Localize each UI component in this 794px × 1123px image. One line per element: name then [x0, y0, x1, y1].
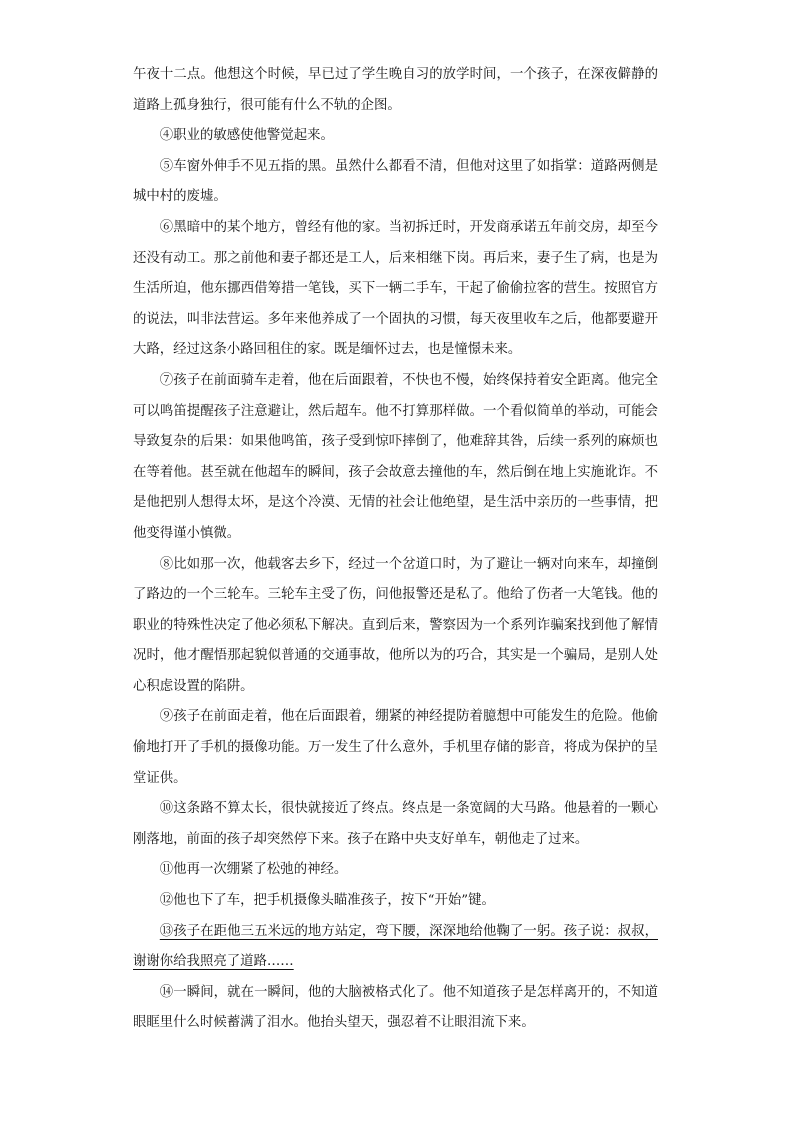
paragraph-text: ⑩这条路不算太长，很快就接近了终点。终点是一条宽阔的大马路。他悬着的一颗心刚落地，前面的孩子却突然停下来。孩子在路中央支好单车，朝他走了过来。	[133, 801, 658, 847]
paragraph-11	[133, 855, 658, 886]
paragraph-12	[133, 886, 658, 917]
paragraph-10	[133, 794, 658, 855]
paragraph-text: ⑧比如那一次，他载客去乡下，经过一个岔道口时，为了避让一辆对向来车，却撞倒了路边的一个三轮车。三轮车主受了伤，问他报警还是私了。他给了伤者一大笔钱。他的职业的特殊性决定了他必须私下解决。直到后来，警察因为一个系列诈骗案找到他了解情况时，他才醒悟那起貌似普通的交通事故，他所以为的巧合，其实是一个骗局，是别人处心积虑设置的陷阱。	[133, 556, 658, 694]
paragraph-text: ⑥黑暗中的某个地方，曾经有他的家。当初拆迁时，开发商承诺五年前交房，却至今还没有动工。那之前他和妻子都还是工人，后来相继下岗。再后来，妻子生了病，也是为生活所迫，他东挪西借筹措一笔钱，买下一辆二手车，干起了偷偷拉客的营生。按照官方的说法，叫非法营运。多年来他养成了一个固执的习惯，每天夜里收车之后，他都要避开大路，经过这条小路回租住的家。既是缅怀过去，也是憧憬未来。	[133, 219, 658, 358]
paragraph-9	[133, 702, 658, 794]
paragraph-14	[133, 978, 658, 1039]
paragraph-text: ⑨孩子在前面走着，他在后面跟着，绷紧的神经提防着臆想中可能发生的危险。他偷偷地打开了手机的摄像功能。万一发生了什么意外，手机里存储的影音，将成为保护的呈堂证供。	[133, 709, 658, 786]
paragraph-text: ④职业的敏感使他警觉起来。	[159, 128, 334, 144]
paragraph-13-underlined	[133, 917, 658, 978]
underlined-sentence: ⑬孩子在距他三五米远的地方站定，弯下腰，深深地给他鞠了一躬。孩子说：叔叔，谢谢你给我照亮了道路……	[133, 923, 658, 970]
paragraph-6	[133, 213, 658, 366]
paragraph-8	[133, 550, 658, 703]
paragraph-3-end	[133, 60, 658, 121]
paragraph-text: 午夜十二点。他想这个时候，早已过了学生晚自习的放学时间，一个孩子，在深夜僻静的道路上孤身独行，很可能有什么不轨的企图。	[133, 67, 658, 113]
paragraph-text: ⑪他再一次绷紧了松弛的神经。	[159, 862, 348, 878]
paragraph-text: ⑦孩子在前面骑车走着，他在后面跟着，不快也不慢，始终保持着安全距离。他完全可以鸣笛提醒孩子注意避让，然后超车。他不打算那样做。一个看似简单的举动，可能会导致复杂的后果：如果他鸣笛，孩子受到惊吓摔倒了，他难辞其咎，后续一系列的麻烦也在等着他。甚至就在他超车的瞬间，孩子会故意去撞他的车，然后倒在地上实施讹诈。不是他把别人想得太坏，是这个冷漠、无情的社会让他绝望，是生活中亲历的一些事情，把他变得谨小慎微。	[133, 372, 658, 541]
paragraph-text: ⑭一瞬间，就在一瞬间，他的大脑被格式化了。他不知道孩子是怎样离开的，不知道眼眶里什么时候蓄满了泪水。他抬头望天，强忍着不让眼泪流下来。	[133, 984, 658, 1031]
paragraph-4	[133, 121, 658, 152]
paragraph-5	[133, 152, 658, 213]
paragraph-text: ⑤车窗外伸手不见五指的黑。虽然什么都看不清，但他对这里了如指掌：道路两侧是城中村的废墟。	[133, 158, 658, 205]
paragraph-text: ⑫他也下了车，把手机摄像头瞄准孩子，按下“开始”键。	[159, 893, 495, 909]
paragraph-7	[133, 366, 658, 550]
